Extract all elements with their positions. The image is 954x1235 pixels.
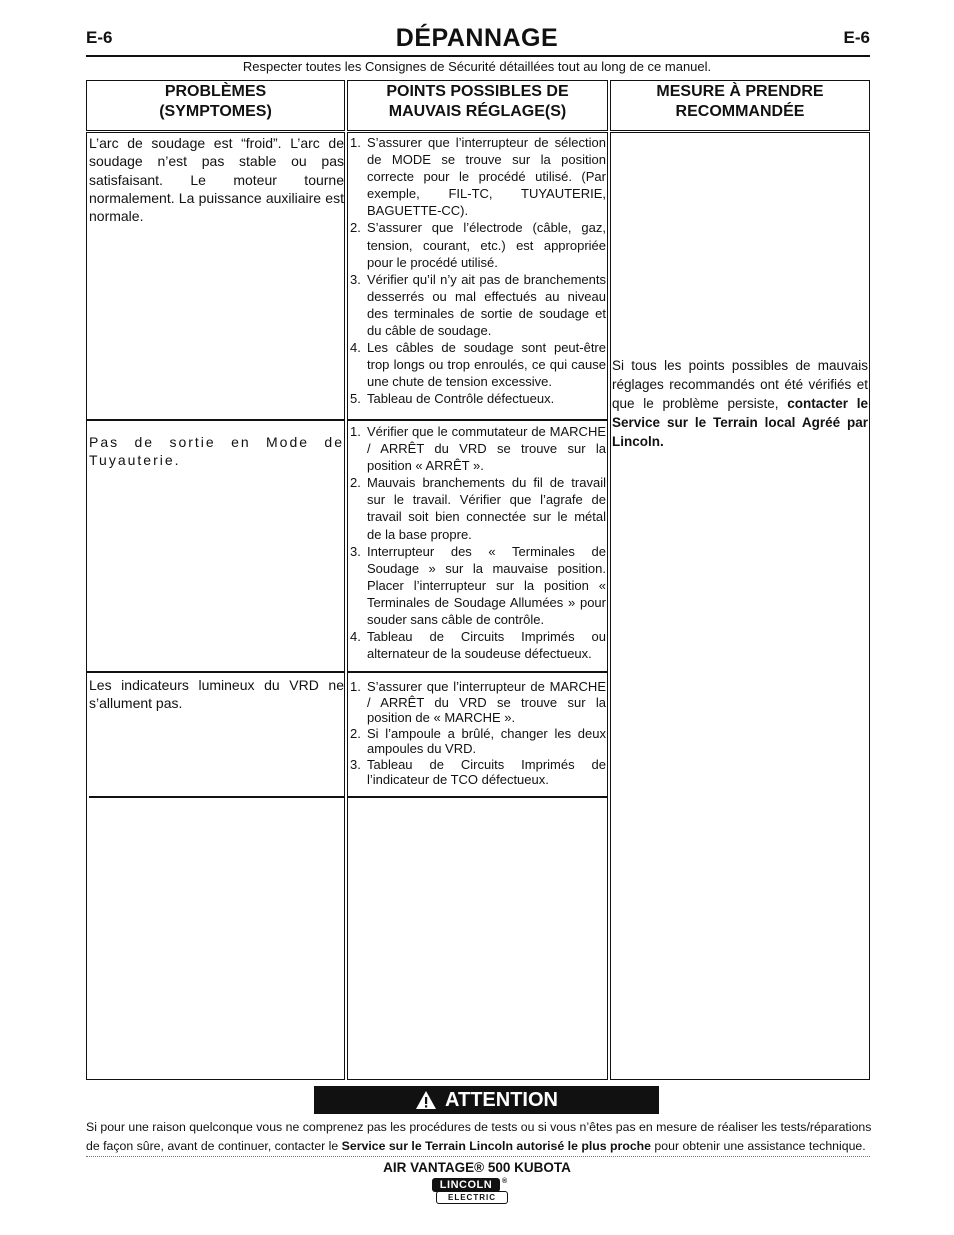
item-text: S’assurer que l’électrode (câble, gaz, tension, courant, etc.) est appropriée pour le procédé utilisé.	[367, 220, 606, 270]
item-number: 2.	[350, 220, 361, 236]
cause-list	[350, 423, 606, 662]
attention-text-part: Si pour une raison quelconque vous ne comprenez pas les procédures de tests ou si vous n’êtes pas en mesure de réaliser les tests/réparations de façon sûre, avant de continuer, contacter le	[86, 1120, 872, 1153]
item-text: Tableau de Circuits Imprimés ou alternateur de la soudeuse défectueux.	[367, 629, 606, 662]
attention-text-part: pour obtenir une assistance technique.	[651, 1139, 866, 1153]
column-header-line: RECOMMANDÉE	[675, 103, 805, 120]
item-number: 3.	[350, 543, 361, 559]
problem-text: L’arc de soudage est “froid”. L’arc de soudage n’est pas stable ou pas satisfaisant. Le moteur tourne normalement. La puissance auxiliaire est normale.	[89, 135, 344, 225]
row-divider	[86, 419, 345, 421]
row-divider	[347, 671, 608, 673]
column-header-line: POINTS POSSIBLES DE	[386, 83, 569, 100]
warning-icon	[415, 1090, 437, 1110]
item-number: 4.	[350, 629, 361, 645]
item-text: S’assurer que l’interrupteur de MARCHE / ARRÊT du VRD se trouve sur la position de « MARCHE ».	[367, 679, 606, 725]
item-text: Vérifier que le commutateur de MARCHE / ARRÊT du VRD se trouve sur la position « ARRÊT ».	[367, 424, 606, 474]
item-text: Interrupteur des « Terminales de Soudage » sur la mauvaise position. Placer l’interrupteur sur la position « Terminales de Soudage Allumées » pour souder sans câble de contrôle.	[367, 543, 606, 628]
column-header-line: (SYMPTOMES)	[159, 103, 272, 120]
model-name: AIR VANTAGE® 500 KUBOTA	[383, 1160, 571, 1175]
column-header-actions	[610, 80, 870, 131]
item-number: 1.	[350, 424, 361, 439]
footer-rule	[86, 1156, 870, 1157]
item-number: 1.	[350, 679, 361, 694]
list-item	[350, 390, 606, 407]
problem-text: Les indicateurs lumineux du VRD ne s’allument pas.	[89, 677, 344, 712]
safety-note: Respecter toutes les Consignes de Sécurité détaillées tout au long de ce manuel.	[242, 59, 712, 74]
list-item	[350, 679, 606, 726]
row-divider	[347, 796, 608, 798]
list-item	[350, 474, 606, 542]
item-number: 3.	[350, 271, 361, 287]
actions-column	[610, 132, 870, 1080]
list-item	[350, 134, 606, 219]
row-divider	[86, 671, 345, 673]
column-header-problems	[86, 80, 345, 131]
item-text: Tableau de Contrôle défectueux.	[367, 391, 555, 407]
cause-list	[350, 679, 606, 788]
list-item	[350, 219, 606, 270]
row-divider	[347, 419, 608, 421]
problems-column	[86, 132, 345, 1080]
header-rule	[86, 55, 870, 57]
item-text: Tableau de Circuits Imprimés de l’indicateur de TCO défectueux.	[367, 756, 606, 787]
page-code-right: E-6	[843, 28, 870, 47]
column-header-line: MESURE À PRENDRE	[656, 83, 824, 100]
item-text: Si l’ampoule a brûlé, changer les deux ampoules du VRD.	[367, 725, 606, 756]
logo-top-text: LINCOLN	[432, 1178, 500, 1192]
item-number: 2.	[350, 475, 361, 491]
list-item	[350, 543, 606, 628]
item-number: 5.	[350, 391, 361, 407]
list-item	[350, 271, 606, 339]
attention-text	[86, 1118, 872, 1156]
list-item	[350, 726, 606, 757]
lincoln-electric-logo	[432, 1178, 510, 1206]
attention-label: ATTENTION	[445, 1088, 558, 1111]
action-text: Si tous les points possibles de mauvais réglages recommandés ont été vérifiés et que le problème persiste,	[612, 358, 868, 411]
item-text: Les câbles de soudage sont peut-être trop longs ou trop enroulés, ce qui cause une chute de tension excessive.	[367, 340, 606, 390]
list-item	[350, 757, 606, 788]
item-text: Mauvais branchements du fil de travail sur le travail. Vérifier que l’agrafe de travail soit bien connectée sur le métal de la base propre.	[367, 475, 606, 542]
item-text: S’assurer que l’interrupteur de sélection de MODE se trouve sur la position correcte pour le procédé utilisé. (Par exemple, FIL-TC, TUYAUTERIE, BAGUETTE-CC).	[367, 135, 606, 219]
page-title: DÉPANNAGE	[395, 24, 559, 52]
column-header-line: MAUVAIS RÉGLAGE(S)	[388, 103, 567, 120]
list-item	[350, 423, 606, 474]
item-text: Vérifier qu’il n’y ait pas de branchements desserrés ou mal effectués au niveau des terminales de sortie de soudage et du câble de soudage.	[367, 271, 606, 339]
logo-bottom-text: ELECTRIC	[436, 1191, 508, 1204]
item-number: 1.	[350, 135, 361, 150]
problem-text: Pas de sortie en Mode de Tuyauterie.	[89, 434, 344, 469]
page-code-left: E-6	[86, 28, 113, 47]
attention-text-bold: Service sur le Terrain Lincoln autorisé le plus proche	[341, 1139, 652, 1153]
item-number: 3.	[350, 756, 361, 772]
item-number: 4.	[350, 340, 361, 356]
list-item	[350, 339, 606, 390]
list-item	[350, 628, 606, 662]
column-header-causes	[347, 80, 608, 131]
item-number: 2.	[350, 725, 361, 741]
row-divider	[89, 796, 345, 798]
action-text-bold: contacter le Service sur le Terrain local Agréé par Lincoln.	[612, 396, 869, 449]
cause-list	[350, 134, 606, 408]
attention-banner	[314, 1086, 659, 1114]
recommended-action	[612, 356, 868, 451]
column-header-line: PROBLÈMES	[164, 83, 267, 100]
logo-registered-mark: ®	[502, 1178, 508, 1185]
